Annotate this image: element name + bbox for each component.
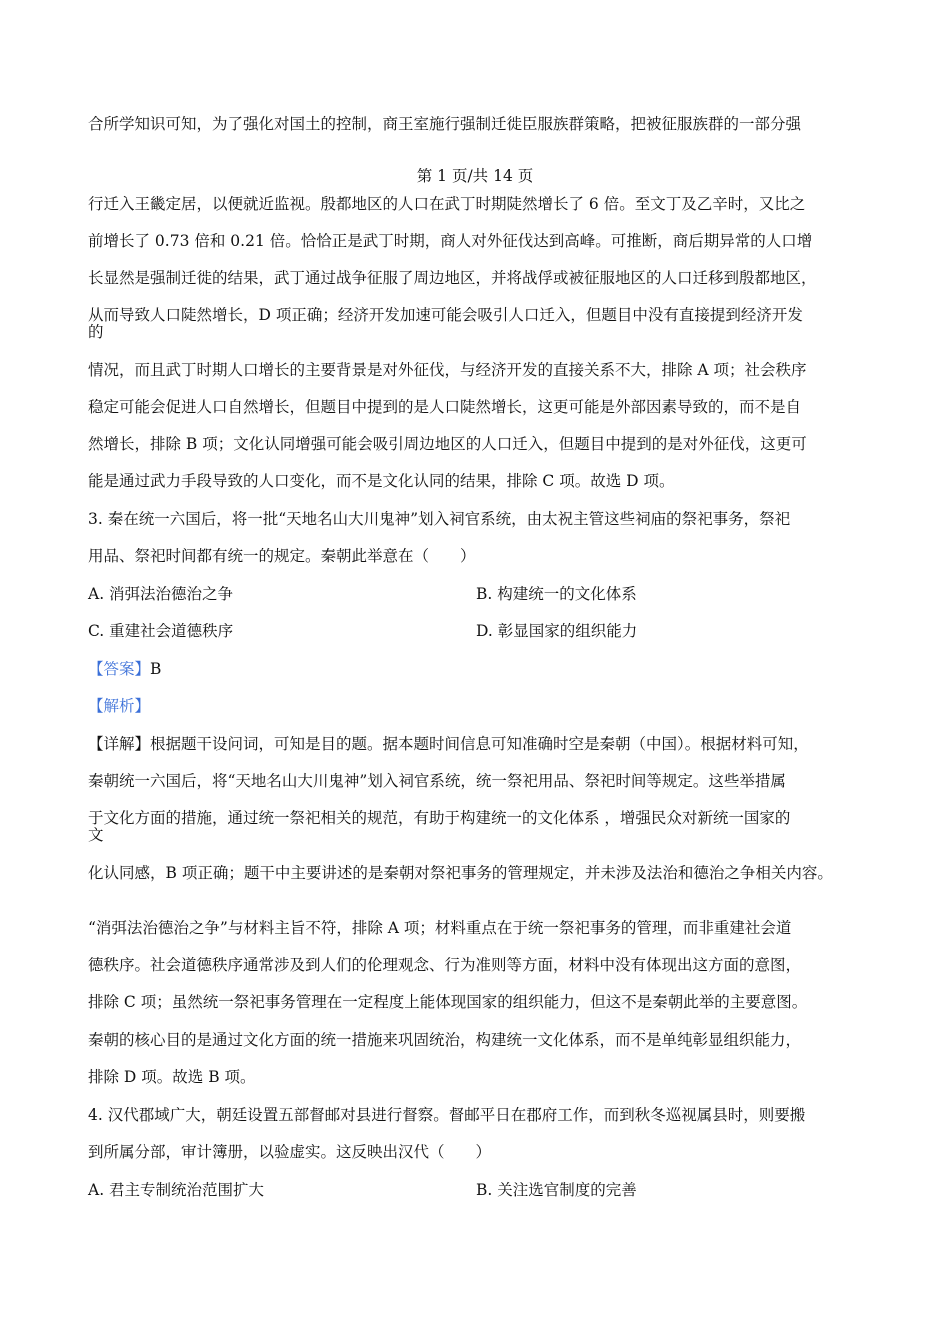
text-line: 前增长了 0.73 倍和 0.21 倍。恰恰正是武丁时期，商人对外征伐达到高峰。可推断，商后期异常的人口增 <box>88 232 813 250</box>
text-line: 【详解】根据题干设问词，可知是目的题。据本题时间信息可知准确时空是秦朝（中国）。根据材料可知， <box>88 735 809 753</box>
option-c: C. 重建社会道德秩序 <box>88 622 234 640</box>
question-stem: 3. 秦在统一六国后，将一批“天地名山大川鬼神”划入祠官系统，由太祝主管这些祠庙的祭祀事务，祭祀 <box>88 510 791 528</box>
option-a: A. 君主专制统治范围扩大 <box>88 1181 265 1199</box>
text-line: 从而导致人口陡然增长，D 项正确；经济开发加速可能会吸引人口迁入，但题目中没有直接提到经济开发 <box>88 306 803 324</box>
option-b: B. 构建统一的文化体系 <box>476 585 637 603</box>
text-line: 化认同感，B 项正确；题干中主要讲述的是秦朝对祭祀事务的管理规定，并未涉及法治和德治之争相关内容。 <box>88 864 833 882</box>
text-line: 行迁入王畿定居，以便就近监视。殷都地区的人口在武丁时期陡然增长了 6 倍。至文丁及乙辛时，又比之 <box>88 195 806 213</box>
option-d: D. 彰显国家的组织能力 <box>476 622 638 640</box>
question-stem: 到所属分部，审计簿册，以验虚实。这反映出汉代（ ） <box>88 1143 492 1161</box>
text-line: 秦朝统一六国后，将“天地名山大川鬼神”划入祠官系统，统一祭祀用品、祭祀时间等规定。这些举措属 <box>88 772 786 790</box>
text-line: 的 <box>88 323 104 341</box>
option-row <box>88 1180 868 1200</box>
text-line: 于文化方面的措施，通过统一祭祀相关的规范，有助于构建统一的文化体系 ，增强民众对新统一国家的 <box>88 809 791 827</box>
question-stem: 用品、祭祀时间都有统一的规定。秦朝此举意在（ ） <box>88 547 476 565</box>
question-stem: 4. 汉代郡域广大，朝廷设置五部督邮对县进行督察。督邮平日在郡府工作，而到秋冬巡视属县时，则要搬 <box>88 1106 806 1124</box>
text-line: 情况，而且武丁时期人口增长的主要背景是对外征伐，与经济开发的直接关系不大，排除 A 项；社会秩序 <box>88 361 807 379</box>
text-line: 秦朝的核心目的是通过文化方面的统一措施来巩固统治，构建统一文化体系，而不是单纯彰显组织能力， <box>88 1031 802 1049</box>
text-line: 合所学知识可知，为了强化对国土的控制，商王室施行强制迁徙臣服族群策略，把被征服族群的一部分强 <box>88 115 802 133</box>
option-row <box>88 584 868 604</box>
answer-value: B <box>150 660 162 678</box>
text-line: 能是通过武力手段导致的人口变化，而不是文化认同的结果，排除 C 项。故选 D 项。 <box>88 472 675 490</box>
text-line: 长显然是强制迁徙的结果，武丁通过战争征服了周边地区，并将战俘或被征服地区的人口迁移到殷都地区， <box>88 269 817 287</box>
page-footer: 第 1 页/共 14 页 <box>416 167 534 185</box>
answer-label: 【答案】 <box>88 660 151 678</box>
option-b: B. 关注选官制度的完善 <box>476 1181 637 1199</box>
text-line: 德秩序。社会道德秩序通常涉及到人们的伦理观念、行为准则等方面，材料中没有体现出这方面的意图， <box>88 956 802 974</box>
text-line: 排除 D 项。故选 B 项。 <box>88 1068 256 1086</box>
analysis-label: 【解析】 <box>88 697 151 715</box>
answer-line <box>88 659 868 679</box>
option-a: A. 消弭法治德治之争 <box>88 585 234 603</box>
text-line: 文 <box>88 826 104 844</box>
text-line: 稳定可能会促进人口自然增长，但题目中提到的是人口陡然增长，这更可能是外部因素导致的，而不是自 <box>88 398 802 416</box>
option-row <box>88 621 868 641</box>
text-line: 排除 C 项；虽然统一祭祀事务管理在一定程度上能体现国家的组织能力，但这不是秦朝此举的主要意图。 <box>88 993 808 1011</box>
text-line: 然增长，排除 B 项；文化认同增强可能会吸引周边地区的人口迁入，但题目中提到的是对外征伐，这更可 <box>88 435 807 453</box>
text-line: “消弭法治德治之争”与材料主旨不符，排除 A 项；材料重点在于统一祭祀事务的管理，而非重建社会道 <box>88 919 792 937</box>
